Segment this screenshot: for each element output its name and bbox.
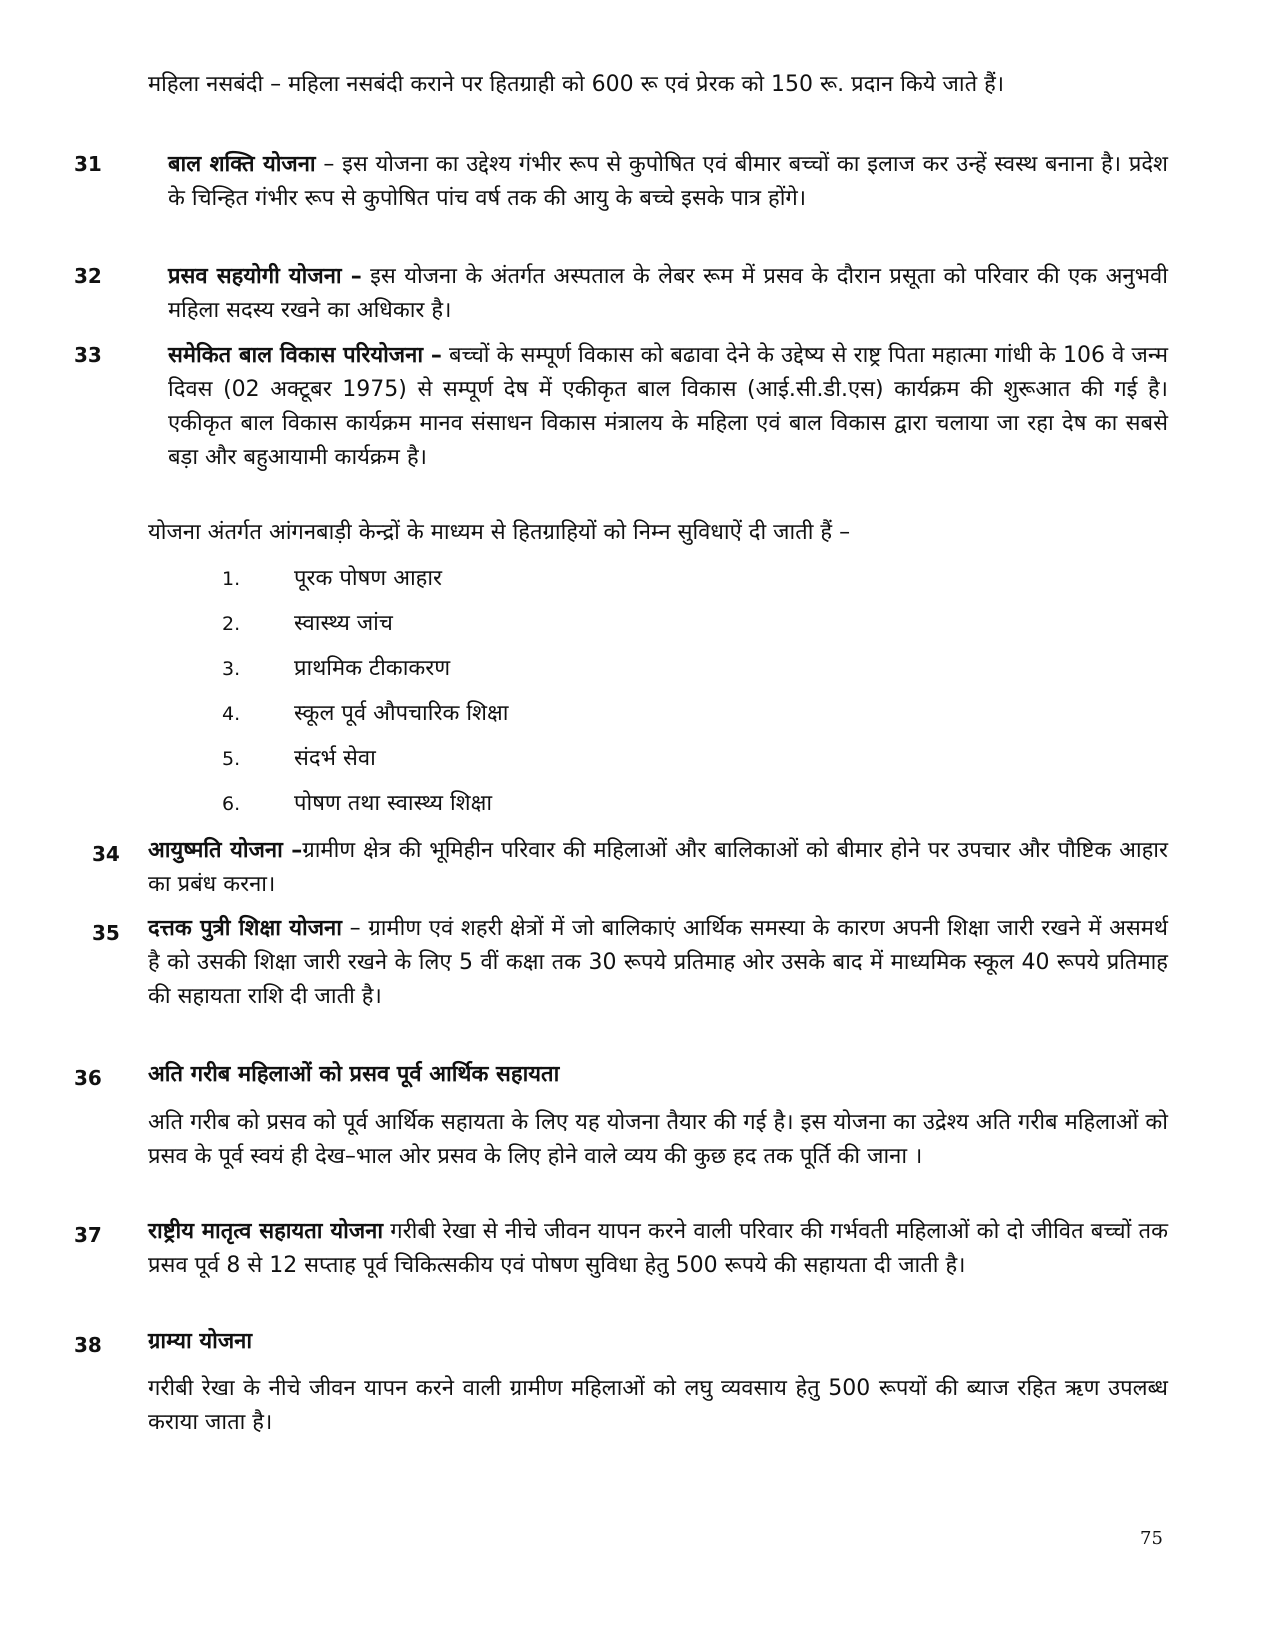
list-item: 6. पोषण तथा स्वास्थ्य शिक्षा	[222, 791, 493, 816]
item-text: इस योजना के अंतर्गत अस्पताल के लेबर रूम में प्रसव के दौरान प्रसूता को परिवार की एक अनुभवी महिला सदस्य रखने का अधिकार है।	[168, 264, 1168, 323]
page-number: 75	[1140, 1528, 1163, 1549]
list-item: 3. प्राथमिक टीकाकरण	[222, 656, 451, 681]
item-paragraph	[148, 834, 1168, 902]
item-number: 31	[74, 152, 102, 176]
facility-intro: योजना अंतर्गत आंगनबाड़ी केन्द्रों के माध्यम से हितग्राहियों को निम्न सुविधाऐं दी जाती हैं –	[148, 520, 851, 545]
list-item: 2. स्वास्थ्य जांच	[222, 611, 393, 636]
item-text: गरीबी रेखा से नीचे जीवन यापन करने वाली परिवार की गर्भवती महिलाओं को दो जीवित बच्चों तक प्रसव पूर्व 8 से 12 सप्ताह पूर्व चिकित्सकीय एवं पोषण सुविधा हेतु 500 रूपये की सहायता दी जाती है।	[148, 1219, 1168, 1278]
item-paragraph: गरीबी रेखा के नीचे जीवन यापन करने वाली ग्रामीण महिलाओं को लघु व्यवसाय हेतु 500 रूपयों की ब्याज रहित ऋण उपलब्ध कराया जाता है।	[148, 1376, 1168, 1435]
item-paragraph	[168, 260, 1168, 328]
item-title: बाल शक्ति योजना	[168, 152, 316, 177]
item-text: ग्रामीण क्षेत्र की भूमिहीन परिवार की महिलाओं और बालिकाओं को बीमार होने पर उपचार और पौष्टिक आहार का प्रबंध करना।	[148, 838, 1168, 897]
item-number: 34	[92, 842, 120, 866]
item-text: बच्चों के सम्पूर्ण विकास को बढावा देने के उद्देष्य से राष्ट्र पिता महात्मा गांधी के 106 वे जन्म दिवस (02 अक्टूबर 1975) से सम्पूर्ण देष में एकीकृत बाल विकास (आई.सी.डी.एस) कार्यक्रम की शुरूआत की गई है। एकीकृत बाल विकास कार्यक्रम मानव संसाधन विकास मंत्रालय के महिला एवं बाल विकास द्वारा चलाया जा रहा देष का सबसे बड़ा और बहुआयामी कार्यक्रम है।	[168, 343, 1168, 470]
item-paragraph	[148, 912, 1168, 1014]
section-heading: अति गरीब महिलाओं को प्रसव पूर्व आर्थिक सहायता	[148, 1062, 560, 1087]
item-number: 32	[74, 264, 102, 288]
item-title: दत्तक पुत्री शिक्षा योजना	[148, 916, 342, 941]
item-text: – ग्रामीण एवं शहरी क्षेत्रों में जो बालिकाएं आर्थिक समस्या के कारण अपनी शिक्षा जारी रखने में असमर्थ है को उसकी शिक्षा जारी रखने के लिए 5 वीं कक्षा तक 30 रूपये प्रतिमाह ओर उसके बाद में माध्यमिक स्कूल 40 रूपये प्रतिमाह की सहायता राशि दी जाती है।	[148, 916, 1168, 1009]
item-title: समेकित बाल विकास परियोजना –	[168, 343, 442, 368]
item-title: प्रसव सहयोगी योजना –	[168, 264, 362, 289]
item-number: 36	[74, 1066, 102, 1090]
item-number: 33	[74, 343, 102, 367]
item-paragraph	[148, 1215, 1168, 1283]
item-paragraph: अति गरीब को प्रसव को पूर्व आर्थिक सहायता के लिए यह योजना तैयार की गई है। इस योजना का उद्रेश्य अति गरीब महिलाओं को प्रसव के पूर्व स्वयं ही देख–भाल ओर प्रसव के लिए होने वाले व्यय की कुछ हद तक पूर्ति की जाना ।	[148, 1110, 1168, 1169]
item-number: 37	[74, 1223, 102, 1247]
item-title: राष्ट्रीय मातृत्व सहायता योजना	[148, 1219, 384, 1244]
list-item: 1. पूरक पोषण आहार	[222, 566, 443, 591]
list-item: 4. स्कूल पूर्व औपचारिक शिक्षा	[222, 701, 509, 726]
item-paragraph	[168, 339, 1168, 475]
item-number: 38	[74, 1333, 102, 1357]
item-text: – इस योजना का उद्देश्य गंभीर रूप से कुपोषित एवं बीमार बच्चों का इलाज कर उन्हें स्वस्थ बनाना है। प्रदेश के चिन्हित गंभीर रूप से कुपोषित पांच वर्ष तक की आयु के बच्चे इसके पात्र होंगे।	[168, 152, 1168, 211]
intro-paragraph: महिला नसबंदी – महिला नसबंदी कराने पर हितग्राही को 600 रू एवं प्रेरक को 150 रू. प्रदान किये जाते हैं।	[148, 72, 1005, 97]
item-number: 35	[92, 921, 120, 945]
list-item: 5. संदर्भ सेवा	[222, 746, 376, 771]
section-heading: ग्राम्या योजना	[148, 1329, 253, 1354]
item-title: आयुष्मति योजना –	[148, 838, 303, 863]
item-paragraph	[168, 148, 1168, 216]
